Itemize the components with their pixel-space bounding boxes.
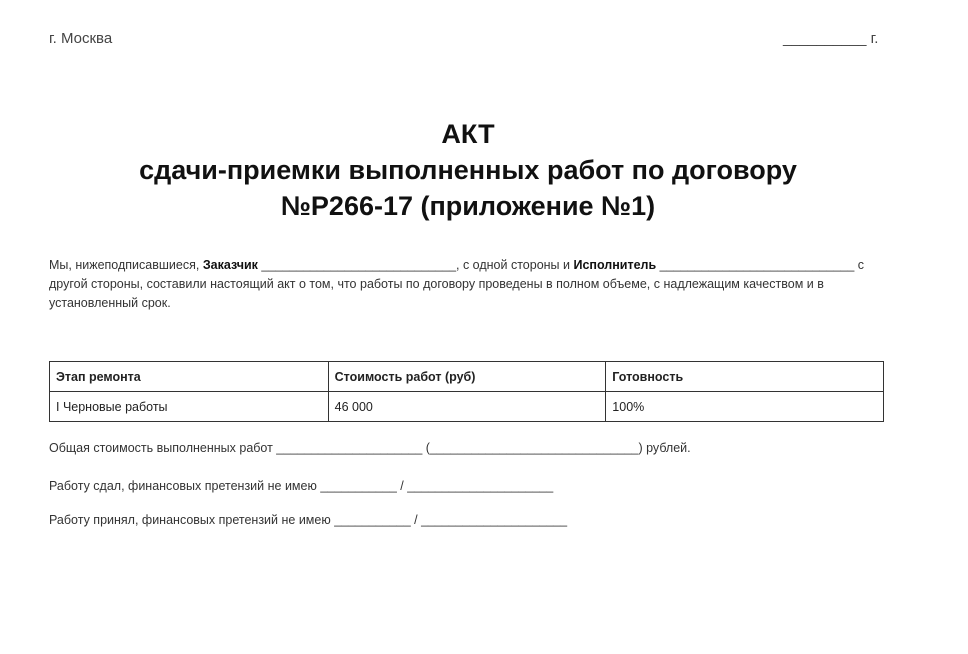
title-line-3: №Р266-17 (приложение №1) <box>280 191 656 221</box>
title-line-1: АКТ <box>441 119 495 149</box>
intro-text-2: ____________________________, с одной стороны и <box>257 258 574 272</box>
header-cost: Стоимость работ (руб) <box>328 362 606 392</box>
customer-label: Заказчик <box>202 258 258 272</box>
cell-stage: I Черновые работы <box>50 392 329 422</box>
header-stage: Этап ремонта <box>50 362 329 392</box>
intro-paragraph <box>49 256 889 313</box>
cell-readiness: 100% <box>606 392 884 422</box>
title-line-2: сдачи-приемки выполненных работ по договору <box>139 155 797 185</box>
works-table <box>49 361 884 422</box>
accepted-line: Работу принял, финансовых претензий не имею ___________ / _____________________ <box>49 513 568 527</box>
cell-cost: 46 000 <box>328 392 606 422</box>
header-readiness: Готовность <box>606 362 884 392</box>
handed-over-line: Работу сдал, финансовых претензий не имею ___________ / _____________________ <box>49 479 554 493</box>
total-cost-line: Общая стоимость выполненных работ _____________________ (______________________________) рублей. <box>49 441 691 455</box>
table-row <box>50 392 884 422</box>
document-title <box>0 116 936 224</box>
intro-text-3: ____________________________ с другой стороны, составили настоящий акт о том, что работы по договору проведены в полном объеме, с надлежащим качеством и в установленный срок. <box>49 258 865 310</box>
city-label: г. Москва <box>49 30 113 47</box>
intro-text-1: Мы, нижеподписавшиеся, <box>49 258 203 272</box>
table-header-row <box>50 362 884 392</box>
contractor-label: Исполнитель <box>573 258 657 272</box>
date-field: __________ г. <box>783 30 879 47</box>
